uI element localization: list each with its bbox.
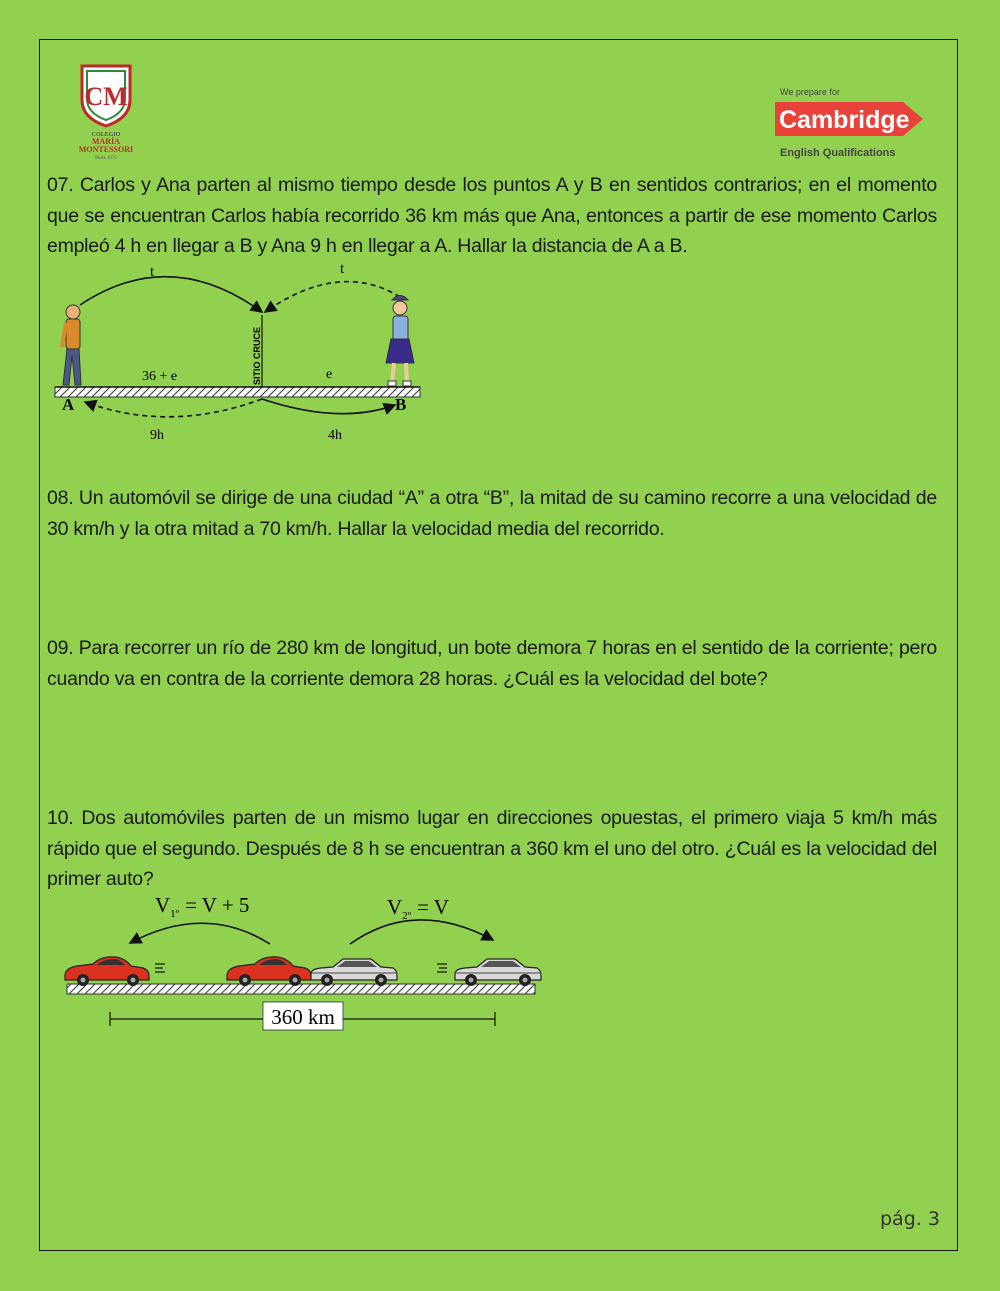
gray-car-right <box>455 959 541 986</box>
school-logo-line4: Piura 1975 <box>95 156 117 161</box>
problem-10-text: 10. Dos automóviles parten de un mismo lugar en direcciones opuestas, el primero viaja 5 km/h más rápido que el segundo. Después de 8 h se encuentran a 360 km el uno del otro. ¿Cuál es la velocidad del primer auto? <box>47 807 937 890</box>
arc-top-left <box>80 277 262 312</box>
school-monogram: CM <box>84 82 128 111</box>
cambridge-brand: Cambridge <box>779 106 910 134</box>
arc-top-right <box>265 282 400 312</box>
fig07-label-e: e <box>326 367 333 382</box>
fig10-arc-right <box>350 920 493 944</box>
problem-09-text: 09. Para recorrer un río de 280 km de longitud, un bote demora 7 horas en el sentido de la corriente; pero cuando va en contra de la corriente demora 28 horas. ¿Cuál es la velocidad del bote? <box>47 637 937 690</box>
ground-strip <box>55 387 420 397</box>
red-car-left <box>65 957 149 986</box>
v1-label <box>155 893 249 920</box>
red-car-middle <box>227 957 311 986</box>
fig07-label-36e: 36 + e <box>142 369 178 384</box>
v2-label <box>387 895 449 922</box>
arc-bottom-left <box>85 399 262 417</box>
cambridge-tagline: We prepare for <box>780 87 840 97</box>
fig07-label-t-right: t <box>340 261 345 277</box>
fig07-point-a: A <box>62 395 75 414</box>
cambridge-subtitle: English Qualifications <box>780 147 896 159</box>
fig10-ground-strip <box>67 984 535 994</box>
v2-subscript: 2º <box>402 910 412 922</box>
school-logo <box>68 62 148 162</box>
v2-expression: = V <box>417 895 449 919</box>
fig10-arc-left <box>130 923 270 944</box>
school-logo-line1: COLEGIO <box>91 132 121 138</box>
school-logo-line3: MONTESSORI <box>78 145 134 154</box>
speed-lines-right <box>437 964 447 972</box>
fig07-point-b: B <box>395 395 407 414</box>
page-number: pág. 3 <box>880 1208 940 1230</box>
cambridge-logo <box>775 82 935 162</box>
distance-label: 360 km <box>271 1005 335 1029</box>
figure-07 <box>50 255 430 450</box>
school-logo-line2: MARÍA <box>92 137 120 146</box>
man-figure <box>62 305 81 385</box>
problem-07-text: 07. Carlos y Ana parten al mismo tiempo desde los puntos A y B en sentidos contrarios; en el momento que se encuentran Carlos había recorrido 36 km más que Ana, entonces a partir de ese momento Carlos empleó 4 h en llegar a B y Ana 9 h en llegar a A. Hallar la distancia de A a B. <box>47 174 937 257</box>
v1-subscript: 1º <box>170 908 180 920</box>
crossing-label: SITIO CRUCE <box>252 326 262 385</box>
fig07-label-t-left: t <box>150 264 155 280</box>
fig07-label-4h: 4h <box>328 428 342 443</box>
v1-expression: = V + 5 <box>185 893 250 917</box>
problem-08-text: 08. Un automóvil se dirige de una ciudad “A” a otra “B”, la mitad de su camino recorre a una velocidad de 30 km/h y la otra mitad a 70 km/h. Hallar la velocidad media del recorrido. <box>47 487 937 540</box>
fig07-label-9h: 9h <box>150 428 164 443</box>
arc-bottom-right <box>262 399 395 414</box>
gray-car-middle <box>311 959 397 986</box>
woman-figure <box>386 296 414 387</box>
speed-lines-left <box>155 964 165 972</box>
v1-symbol: V <box>155 893 171 917</box>
figure-10 <box>55 888 550 1038</box>
v2-symbol: V <box>387 895 403 919</box>
